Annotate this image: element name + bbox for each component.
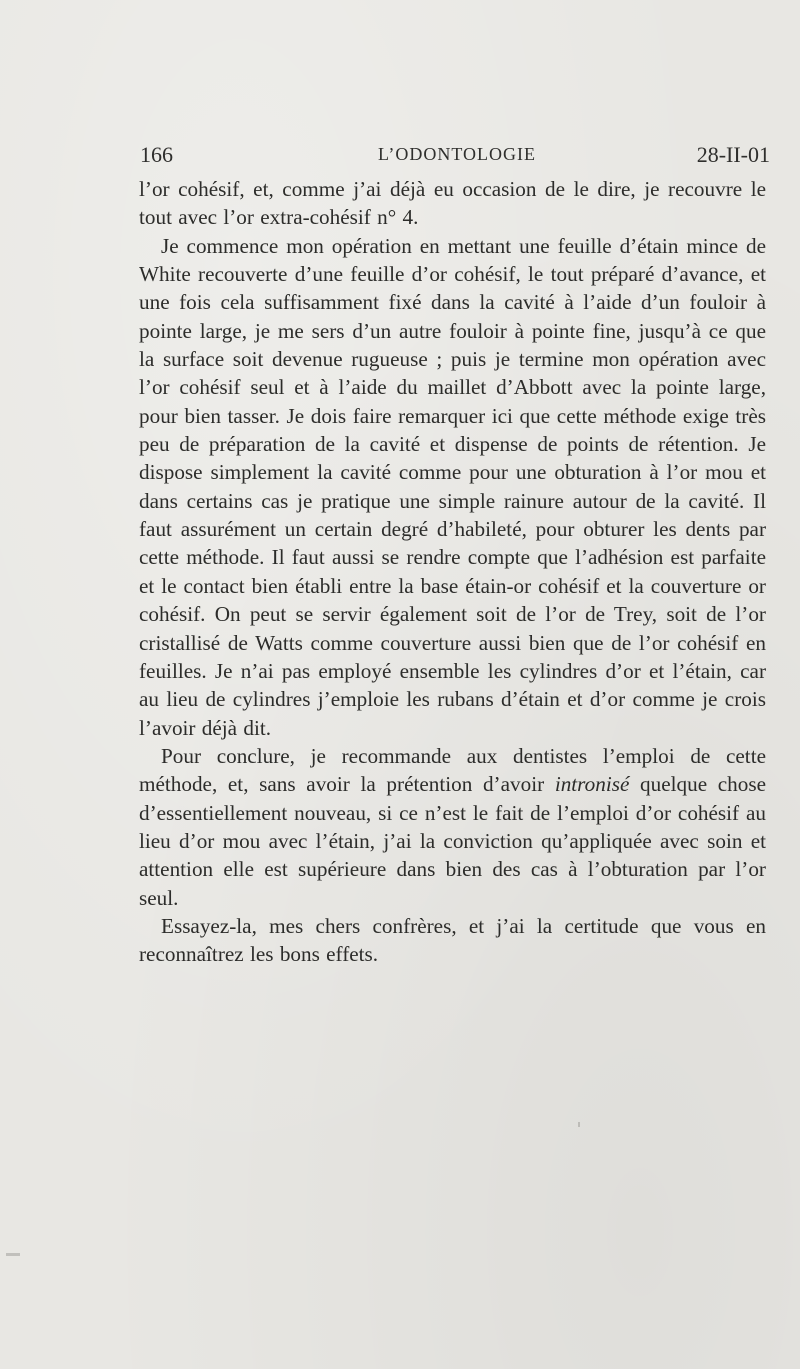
paragraph-method: Je commence mon opération en mettant une feuille d’étain mince de White recouverte d’une feuille d’or cohésif, le tout préparé d’avance, et une fois cela suffisamment fixé dans la cavité à l’aide d’un fouloir à pointe large, je me sers d’un autre fouloir à pointe fine, jusqu’à ce que la surface soit devenue rugueuse ; puis je termine mon opération avec l’or cohésif seul et à l’aide du maillet d’Abbott avec la pointe large, pour bien tasser. Je dois faire remarquer ici que cette méthode exige très peu de préparation de la cavité et dispense de points de rétention. Je dispose simplement la cavité comme pour une obturation à l’or mou et dans certains cas je pratique une simple rainure autour de la cavité. Il faut assurément un certain degré d’habileté, pour obturer les dents par cette méthode. Il faut aussi se rendre compte que l’adhésion est parfaite et le contact bien établi entre la base étain-or cohésif et la couverture or cohésif. On peut se servir également soit de l’or de Trey, soit de l’or cristallisé de Watts comme couverture aussi bien que de l’or cohésif en feuilles. Je n’ai pas employé ensemble les cylindres d’or et l’étain, car au lieu de cylindres j’emploie les rubans d’étain et d’or comme je crois l’avoir déjà dit. xyxy=(139,233,766,740)
paper-speck xyxy=(6,1253,20,1256)
italic-word: intronisé xyxy=(554,772,630,797)
paragraph-closing: Essayez-la, mes chers confrères, et j’ai la certitude que vous en reconnaîtrez les bons effets. xyxy=(139,913,766,967)
conclusion-text-end: quelque chose d’essentiellement nouveau, si ce n’est le fait de l’emploi d’or cohésif au lieu d’or mou avec l’étain, j’ai la conviction qu’appliquée avec soin et attention elle est supérieure dans bien des cas à l’obturation par l’or seul. xyxy=(139,772,766,910)
running-title: L’ODONTOLOGIE xyxy=(378,144,536,164)
page-number: 166 xyxy=(140,142,173,167)
paragraph-continuation: l’or cohésif, et, comme j’ai déjà eu occasion de le dire, je recouvre le tout avec l’or extra-cohésif n° 4. xyxy=(139,177,766,230)
running-head xyxy=(140,142,770,170)
paragraph-conclusion xyxy=(139,742,766,912)
paper-speck xyxy=(578,1122,580,1127)
conclusion-text-start: Pour conclure, je recommande aux dentistes l’emploi de cette méthode, et, sans avoir la prétention d’avoir xyxy=(139,743,766,797)
body-text xyxy=(139,175,766,969)
issue-date: 28-II-01 xyxy=(696,142,770,167)
